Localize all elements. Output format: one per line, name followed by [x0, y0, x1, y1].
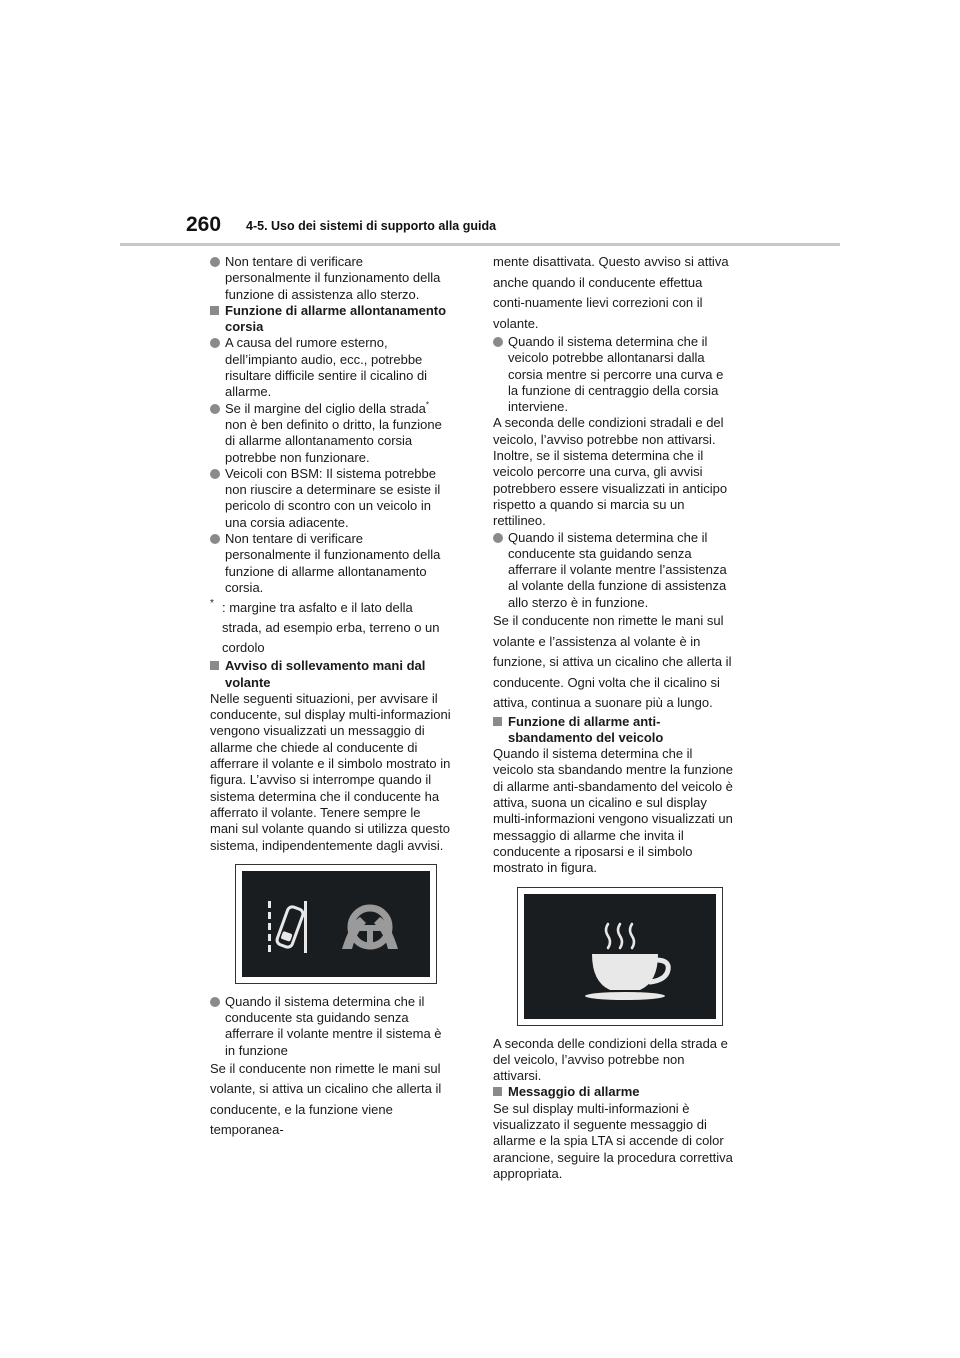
list-item: Quando il sistema determina che il veicolo potrebbe allontanarsi dalla corsia mentre si percorre una curva e la funzione di centraggio della corsia interviene. [493, 334, 735, 415]
square-bullet-icon [210, 661, 219, 670]
display-screen [524, 894, 716, 1019]
paragraph: A seconda delle condizioni della strada e del veicolo, l’avviso potrebbe non attivarsi. [493, 1035, 728, 1084]
list-item: Non tentare di verificare personalmente il funzionamento della funzione di allarme allontanamento corsia. [210, 531, 452, 596]
paragraph: A seconda delle condizioni stradali e del veicolo, l’avviso potrebbe non attivarsi. Inoltre, se il sistema determina che il veicolo percorre una curva, gli avvisi potrebbero essere visualizzati in anticipo rispetto a quando si marcia su un rettilineo. [493, 415, 728, 529]
list-item: Veicoli con BSM: Il sistema potrebbe non riuscire a determinare se esiste il pericolo di scontro con un veicolo in una corsia adiacente. [210, 466, 452, 531]
paragraph: Nelle seguenti situazioni, per avvisare il conducente, sul display multi-informazioni vengono visualizzati un messaggio di allarme che chiede al conducente di afferrare il volante e il simbolo mostrato in figura. L’avviso si interrompe quando il sistema determina che il conducente ha afferrato il volante. Tenere sempre le mani sul volante quando si utilizza questo sistema, indipendentemente dagli avvisi. [210, 690, 451, 853]
header-rule [120, 243, 840, 246]
subsection-heading: Funzione di allarme allontanamento corsia [210, 303, 452, 336]
list-item: Non tentare di verificare personalmente il funzionamento della funzione di assistenza allo sterzo. [210, 254, 452, 303]
square-bullet-icon [493, 717, 502, 726]
left-column [210, 254, 452, 1141]
footnote-ref: * [425, 400, 430, 410]
subsection-heading: Funzione di allarme anti-sbandamento del veicolo [493, 714, 735, 747]
list-item: Se il margine del ciglio della strada* non è ben definito o dritto, la funzione di allarme allontanamento corsia potrebbe non funzionare. [210, 401, 452, 466]
square-bullet-icon [493, 1087, 502, 1096]
paragraph: Quando il sistema determina che il veicolo sta sbandando mentre la funzione di allarme anti-sbandamento del veicolo è attiva, suona un cicalino e sul display multi-informazioni vengono visualizzati un messaggio di allarme che invita il conducente a riposarsi e il simbolo mostrato in figura. [493, 746, 733, 876]
display-screen [242, 871, 430, 977]
bullet-icon [210, 997, 220, 1007]
page-number: 260 [186, 213, 222, 236]
bullet-icon [210, 404, 220, 414]
paragraph: Se il conducente non rimette le mani sul volante e l’assistenza al volante è in funzione, si attiva un cicalino che allerta il conducente. Ogni volta che il cicalino si attiva, continua a suonare più a lungo. [493, 613, 732, 711]
figure-coffee-cup [517, 887, 723, 1026]
bullet-icon [493, 533, 503, 543]
list-item: Quando il sistema determina che il conducente sta guidando senza afferrare il volante mentre l’assistenza al volante della funzione di assistenza allo sterzo è in funzione. [493, 530, 735, 611]
bullet-icon [210, 338, 220, 348]
list-item: Quando il sistema determina che il conducente sta guidando senza afferrare il volante mentre il sistema è in funzione [210, 994, 452, 1059]
footnote: * : margine tra asfalto e il lato della strada, ad esempio erba, terreno o un cordolo [210, 598, 440, 656]
bullet-icon [493, 337, 503, 347]
square-bullet-icon [210, 306, 219, 315]
bullet-icon [210, 257, 220, 267]
bullet-icon [210, 534, 220, 544]
bullet-icon [210, 469, 220, 479]
paragraph: mente disattivata. Questo avviso si attiva anche quando il conducente effettua conti-nuamente lievi correzioni con il volante. [493, 254, 729, 331]
subsection-heading: Avviso di sollevamento mani dal volante [210, 658, 452, 691]
paragraph: Se sul display multi-informazioni è visualizzato il seguente messaggio di allarme e la spia LTA si accende di color arancione, seguire la procedura correttiva appropriata. [493, 1100, 733, 1181]
paragraph: Se il conducente non rimette le mani sul volante, si attiva un cicalino che allerta il conducente, e la funzione viene temporanea- [210, 1060, 442, 1138]
subsection-heading: Messaggio di allarme [493, 1084, 735, 1100]
list-item: A causa del rumore esterno, dell’impianto audio, ecc., potrebbe risultare difficile sentire il cicalino di allarme. [210, 335, 452, 400]
section-title: 4-5. Uso dei sistemi di supporto alla guida [246, 219, 497, 233]
figure-hands-off-wheel [235, 864, 437, 984]
lane-steering-icon [242, 871, 430, 977]
coffee-cup-icon [524, 894, 716, 1019]
right-column [493, 254, 735, 1182]
